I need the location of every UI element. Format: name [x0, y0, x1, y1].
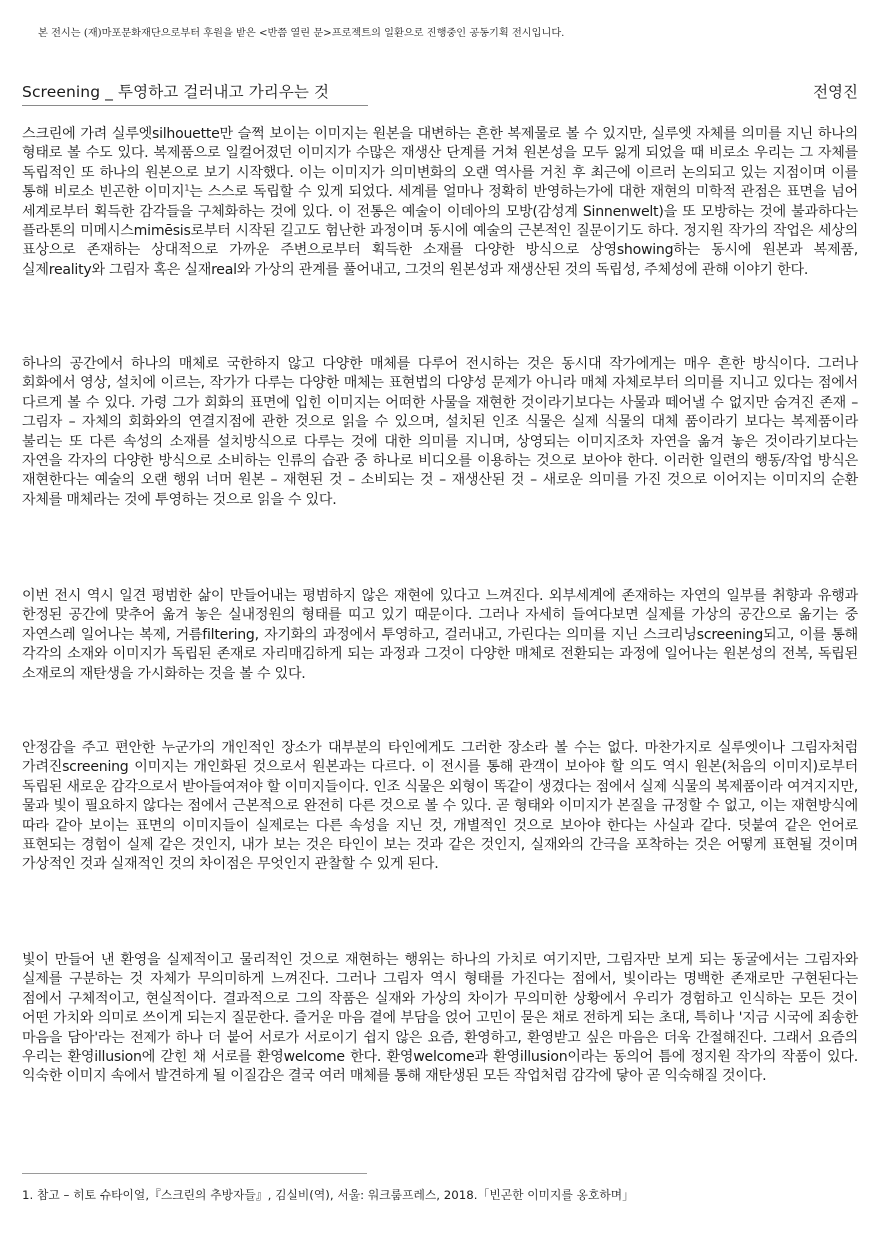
- sponsorship-notice: 본 전시는 (재)마포문화재단으로부터 후원을 받은 <반쯤 열린 문>프로젝트의 일환으로 진행중인 공동기획 전시입니다.: [38, 28, 565, 39]
- paragraph-4: 안정감을 주고 편안한 누군가의 개인적인 장소가 대부분의 타인에게도 그러한 장소라 볼 수는 없다. 마찬가지로 실루엣이나 그림자처럼 가려진screening 이미지는 개인화된 것으로서 원본과는 다르다. 이 전시를 통해 관객이 보아야 할 의도 역시 원본(처음의 이미지)로부터 독립된 새로운 감각으로서 받아들여져야 할 이미지들이다. 인조 식물은 외형이 똑같이 생겼다는 점에서 실제 식물의 복제품이라 여겨지지만, 물과 빛이 필요하지 않다는 점에서 근본적으로 완전히 다른 것으로 볼 수 있다. 곧 형태와 이미지가 본질을 규정할 수 없고, 이는 재현방식에 따라 같아 보이는 표면의 이미지들이 실제로는 다른 속성을 지닌 것, 개별적인 것으로 보아야 한다는 사실과 같다. 덧붙여 같은 언어로 표현되는 경험이 실제 같은 것인지, 내가 보는 것은 타인이 보는 것과 같은 것인지, 실재와의 간극을 포착하는 것은 어떻게 표현될 것이며 가상적인 것과 실재적인 것의 차이점은 무엇인지 관찰할 수 있게 된다.: [22, 740, 858, 873]
- article-header: [22, 80, 858, 106]
- paragraph-5: 빛이 만들어 낸 환영을 실제적이고 물리적인 것으로 재현하는 행위는 하나의 가치로 여기지만, 그림자만 보게 되는 동굴에서는 그림자와 실제를 구분하는 것 자체가 무의미하게 느껴진다. 그러나 그림자 역시 형태를 가진다는 점에서, 빛이라는 명백한 존재로만 구현된다는 점에서 구체적이고, 현실적이다. 결과적으로 그의 작품은 실재와 가상의 차이가 무의미한 상황에서 우리가 경험하고 인식하는 모든 것이 어떤 가치와 의미로 쓰이게 되는지 질문한다. 즐거운 마음 곁에 부담을 얹어 고민이 묻은 채로 전하게 되는 초대, 특히나 '지금 시국에 죄송한 마음을 담아'라는 전제가 하나 더 붙어 서로가 서로이기 쉽지 않은 요즘, 환영하고, 환영받고 싶은 마음은 더욱 간절해진다. 그래서 요즘의 우리는 환영illusion에 갇힌 채 서로를 환영welcome 한다. 환영welcome과 환영illusion이라는 동의어 틈에 정지원 작가의 작품이 있다. 익숙한 이미지 속에서 발견하게 될 이질감은 결국 여러 매체를 통해 재탄생된 모든 작업처럼 감각에 닿아 곧 익숙해질 것이다.: [22, 952, 858, 1085]
- paragraph-1: [22, 125, 858, 280]
- author-name: 전영진: [813, 83, 858, 101]
- article-title: Screening _ 투영하고 걸러내고 가리우는 것: [22, 80, 368, 106]
- footnote: 1. 참고 – 히토 슈타이얼,『스크린의 추방자들』, 김실비(역), 서울: 워크룸프레스, 2018.「빈곤한 이미지를 옹호하며」: [22, 1188, 634, 1202]
- paragraph-3: 이번 전시 역시 일견 평범한 삶이 만들어내는 평범하지 않은 재현에 있다고 느껴진다. 외부세계에 존재하는 자연의 일부를 취향과 유행과 한정된 공간에 맞추어 옮겨 놓은 실내정원의 형태를 띠고 있기 때문이다. 그러나 자세히 들여다보면 실제를 가상의 공간으로 옮기는 중 자연스레 일어나는 복제, 거름filtering, 자기화의 과정에서 투영하고, 걸러내고, 가린다는 의미를 지닌 스크리닝screening되고, 이를 통해 각각의 소재와 이미지가 독립된 존재로 자리매김하게 되는 과정과 그것이 다양한 매체로 전환되는 과정에 일어나는 원본성의 전복, 독립된 소재로의 재탄생을 가시화하는 것을 볼 수 있다.: [22, 588, 858, 682]
- paragraph-1-text-b: 는 스스로 독립할 수 있게 되었다. 세계를 얼마나 정확히 반영하는가에 대한 재현의 미학적 관점은 표면을 넘어 세계로부터 획득한 감각들을 구체화하는 것에 있다. 이 전통은 예술이 이데아의 모방(감성계 Sinnenwelt)을 또 모방하는 것에 불과하다는 플라톤의 미메시스mimēsis로부터 시작된 길고도 험난한 과정이며 동시에 예술의 근본적인 질문이기도 하다. 정지원 작가의 작업은 세상의 표상으로 존재하는 상대적으로 가까운 주변으로부터 획득한 소재를 다양한 방식으로 상영showing하는 동시에 원본과 복제품, 실제reality와 그림자 혹은 실재real와 가상의 관계를 풀어내고, 그것의 원본성과 재생산된 것의 독립성, 주체성에 관해 이야기 한다.: [22, 184, 859, 278]
- paragraph-2: 하나의 공간에서 하나의 매체로 국한하지 않고 다양한 매체를 다루어 전시하는 것은 동시대 작가에게는 매우 흔한 방식이다. 그러나 회화에서 영상, 설치에 이르는, 작가가 다루는 다양한 매체는 표현법의 다양성 문제가 아니라 매체 자체로부터 의미를 지니고 있다는 점에서 다르게 볼 수 있다. 가령 그가 회화의 표면에 입힌 이미지는 어떠한 사물을 재현한 것이라기보다는 사물과 떼어낼 수 없지만 숨겨진 존재 – 그림자 – 자체의 회화와의 연결지점에 관한 것으로 읽을 수 있으며, 설치된 인조 식물은 실제 식물의 대체 품이라기 보다는 복제품이라 불리는 또 다른 속성의 소재를 설치방식으로 다루는 것에 대한 의미를 지니며, 상영되는 이미지조차 자연을 옮겨 놓은 것이라기보다는 자연을 각자의 다양한 방식으로 소비하는 인류의 습관 중 하나로 비디오를 이용하는 것으로 보아야 한다. 이러한 일련의 행동/작업 방식은 재현한다는 예술의 오랜 행위 너머 원본 – 재현된 것 – 소비되는 것 – 재생산된 것 – 새로운 의미를 가진 것으로 이어지는 이미지의 순환 자체를 매체라는 것에 투영하는 것으로 읽을 수 있다.: [22, 356, 858, 508]
- footnote-divider: [22, 1173, 367, 1174]
- footnote-marker: 1: [184, 183, 190, 193]
- paragraph-1-text-a: 스크린에 가려 실루엣silhouette만 슬쩍 보이는 이미지는 원본을 대변하는 흔한 복제물로 볼 수 있지만, 실루엣 자체를 의미를 지닌 하나의 형태로 볼 수도 있다. 복제품으로 일컬어졌던 이미지가 수많은 재생산 단계를 거쳐 원본성을 모두 잃게 되었을 때 비로소 우리는 그 자체를 독립적인 또 하나의 원본으로 보기 시작했다. 이는 이미지가 의미변화의 오랜 역사를 거친 후 최근에 이르러 논의되고 있는 지점이며 이를 통해 비로소 빈곤한 이미지: [22, 126, 858, 201]
